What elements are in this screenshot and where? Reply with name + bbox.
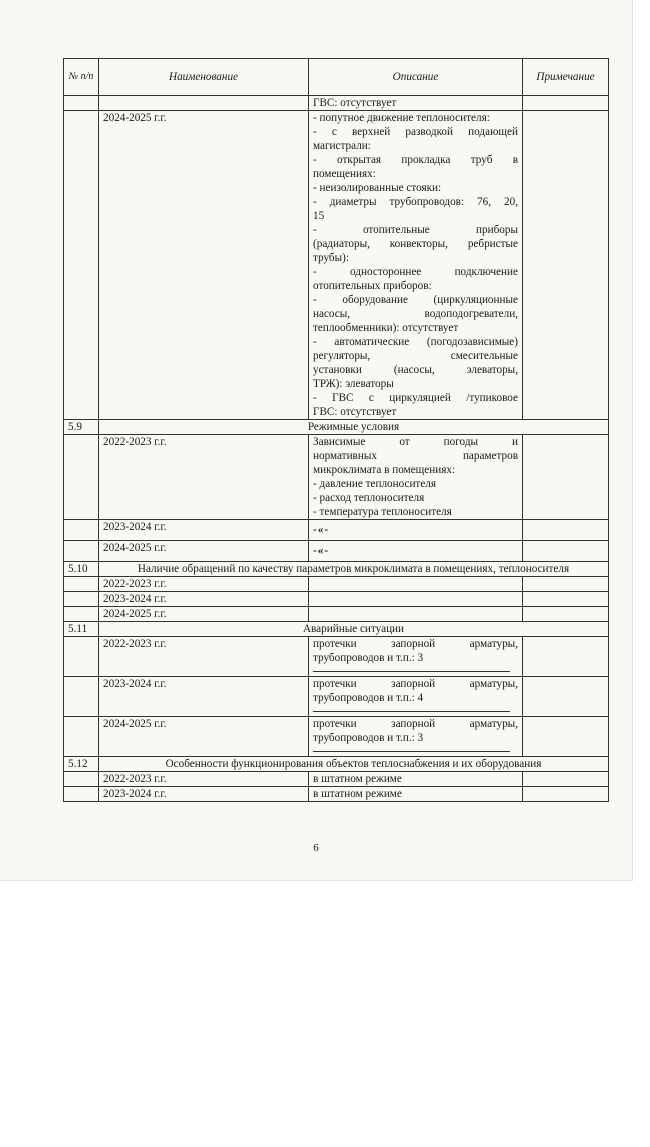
ditto-mark: -«- xyxy=(313,545,330,557)
section-title: Режимные условия xyxy=(99,420,609,435)
description-line: - автоматические (погодозависимые) xyxy=(313,336,518,348)
period-cell: 2022-2023 г.г. xyxy=(99,772,309,787)
description-line: помещениях: xyxy=(313,168,376,180)
underline-rule xyxy=(313,751,510,752)
description-line: - оборудование (циркуляционные xyxy=(313,294,518,306)
description-line: 15 xyxy=(313,210,325,222)
table-row xyxy=(64,637,609,677)
section-num: 5.11 xyxy=(64,622,99,637)
page-number: 6 xyxy=(313,842,319,854)
period-cell: 2023-2024 г.г. xyxy=(99,677,309,717)
section-title: Аварийные ситуации xyxy=(99,622,609,637)
table-row xyxy=(64,111,609,420)
description-line: - температура теплоносителя xyxy=(313,506,452,518)
section-row-5-12 xyxy=(64,757,609,772)
description-line: - неизолированные стояки: xyxy=(313,182,442,194)
description-line: - отопительные приборы xyxy=(313,224,518,236)
table-row xyxy=(64,717,609,757)
period-cell: 2024-2025 г.г. xyxy=(99,541,309,562)
period-cell: 2022-2023 г.г. xyxy=(99,637,309,677)
description-line: - попутное движение теплоносителя: xyxy=(313,112,490,124)
section-title: Наличие обращений по качеству параметров микроклимата в помещениях, теплоносителя xyxy=(99,562,609,577)
underline-rule xyxy=(313,711,510,712)
ditto-mark: -«- xyxy=(313,524,330,536)
description-line: - давление теплоносителя xyxy=(313,478,437,490)
description-line: микроклимата в помещениях: xyxy=(313,464,456,476)
table-row xyxy=(64,96,609,111)
description-line: регуляторы, смесительные xyxy=(313,350,518,362)
description-line: нормативных параметров xyxy=(313,450,518,462)
period-cell: 2023-2024 г.г. xyxy=(99,787,309,802)
table-row xyxy=(64,787,609,802)
table-row xyxy=(64,592,609,607)
description-cell: протечки запорной арматуры, трубопроводов и т.п.: 4 xyxy=(309,677,523,717)
table-row xyxy=(64,520,609,541)
section-num: 5.12 xyxy=(64,757,99,772)
description-line: - диаметры трубопроводов: 76, 20, xyxy=(313,196,518,208)
section-num: 5.10 xyxy=(64,562,99,577)
section-num: 5.9 xyxy=(64,420,99,435)
description-line: - открытая прокладка труб в xyxy=(313,154,518,166)
header-num: № п/п xyxy=(64,59,99,96)
description-line: (радиаторы, конвекторы, ребристые xyxy=(313,238,518,250)
description-cell xyxy=(309,435,523,520)
description-line: - ГВС с циркуляцией /тупиковое xyxy=(313,392,518,404)
period-cell: 2024-2025 г.г. xyxy=(99,607,309,622)
description-line: ГВС: отсутствует xyxy=(313,406,397,418)
description-line: - одностороннее подключение xyxy=(313,266,518,278)
header-name: Наименование xyxy=(99,59,309,96)
table-row xyxy=(64,577,609,592)
underline-rule xyxy=(313,671,510,672)
header-description: Описание xyxy=(309,59,523,96)
header-note: Примечание xyxy=(523,59,609,96)
period-cell: 2023-2024 г.г. xyxy=(99,592,309,607)
description-cell: в штатном режиме xyxy=(309,787,523,802)
description-line: магистрали: xyxy=(313,140,371,152)
heat-supply-table xyxy=(63,58,609,802)
description-line: трубы): xyxy=(313,252,349,264)
description-line: отопительных приборов: xyxy=(313,280,432,292)
description-line: - с верхней разводкой подающей xyxy=(313,126,518,138)
period-cell: 2024-2025 г.г. xyxy=(99,111,309,420)
period-cell: 2024-2025 г.г. xyxy=(99,717,309,757)
description-cell: в штатном режиме xyxy=(309,772,523,787)
description-line: установки (насосы, элеваторы, xyxy=(313,364,518,376)
table-row xyxy=(64,772,609,787)
description-line: - расход теплоносителя xyxy=(313,492,425,504)
period-cell: 2022-2023 г.г. xyxy=(99,435,309,520)
period-cell: 2022-2023 г.г. xyxy=(99,577,309,592)
table-row xyxy=(64,541,609,562)
table-row xyxy=(64,607,609,622)
description-cell: протечки запорной арматуры, трубопроводов и т.п.: 3 xyxy=(309,637,523,677)
description-line: насосы, водоподогреватели, xyxy=(313,308,518,320)
section-row-5-11 xyxy=(64,622,609,637)
description-line: Зависимые от погоды и xyxy=(313,436,518,448)
carryover-text: ГВС: отсутствует xyxy=(309,96,523,111)
table-row xyxy=(64,677,609,717)
section-row-5-10 xyxy=(64,562,609,577)
description-cell xyxy=(309,111,523,420)
table-row xyxy=(64,435,609,520)
description-line: ТРЖ): элеваторы xyxy=(313,378,394,390)
period-cell: 2023-2024 г.г. xyxy=(99,520,309,541)
section-row-5-9 xyxy=(64,420,609,435)
description-cell: протечки запорной арматуры, трубопроводов и т.п.: 3 xyxy=(309,717,523,757)
description-line: теплообменники): отсутствует xyxy=(313,322,459,334)
section-title: Особенности функционирования объектов теплоснабжения и их оборудования xyxy=(99,757,609,772)
table-header-row xyxy=(64,59,609,96)
